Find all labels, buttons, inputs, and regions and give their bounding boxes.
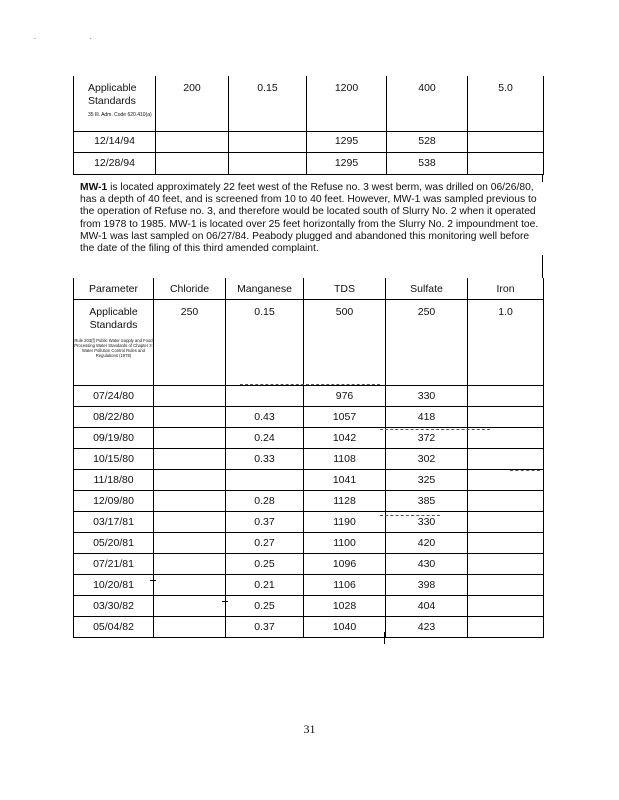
tds-value: 1096 [304,553,386,574]
standard-manganese: 0.15 [229,76,307,131]
sample-date: 03/30/82 [74,595,154,616]
sulfate-value: 398 [386,574,468,595]
chloride-value [154,532,226,553]
sample-date: 07/24/80 [74,385,154,406]
table-row [74,553,544,574]
sample-date: 10/20/81 [74,574,154,595]
iron-value [468,448,544,469]
standard-chloride: 200 [156,76,229,131]
table-row [74,511,544,532]
scan-artifact [380,429,490,430]
table-row [74,469,544,490]
sample-date: 05/20/81 [74,532,154,553]
iron-value [468,406,544,427]
iron-value [468,490,544,511]
table-row [74,616,544,637]
chloride-value [154,406,226,427]
tds-value: 1028 [304,595,386,616]
table-row [74,406,544,427]
mw1-results-table [73,278,544,638]
sulfate-value: 420 [386,532,468,553]
tds-value: 1100 [304,532,386,553]
tds-value: 1041 [304,469,386,490]
sulfate-value: 325 [386,469,468,490]
chloride-value [154,595,226,616]
standard-sulfate: 250 [386,299,468,385]
standard-iron: 1.0 [468,299,544,385]
table-row [74,131,544,152]
iron-value [468,553,544,574]
iron-value [468,616,544,637]
standard-tds: 500 [304,299,386,385]
mw1-text: is located approximately 22 feet west of the Refuse no. 3 west berm, was drilled on 06/26/80, has a depth of 40 feet, and is screened from 10 to 40 feet. However, MW-1 was sampled previous to the operation of Refuse no. 3, and therefore would be located south of Slurry No. 2 when it operated from 1978 to 1985. MW-1 is located over 25 feet horizontally from the Slurry No. 2 impoundment toe. MW-1 was last sampled on 06/27/84. Peabody plugged and abandoned this monitoring well before the date of the filing of this third amended complaint. [80,182,539,255]
iron-value [468,595,544,616]
chloride-value [156,131,229,152]
tds-value: 1295 [307,152,387,174]
manganese-value: 0.37 [226,511,304,532]
sample-date: 07/21/81 [74,553,154,574]
tds-value: 1057 [304,406,386,427]
tds-value: 1106 [304,574,386,595]
manganese-value [226,469,304,490]
well-id: MW-1 [80,182,108,193]
manganese-value [229,131,307,152]
chloride-value [154,448,226,469]
scan-artifact [510,470,540,471]
sample-date: 09/19/80 [74,427,154,448]
sample-date: 08/22/80 [74,406,154,427]
scan-artifact [380,515,440,516]
chloride-value [154,469,226,490]
table-body [74,385,544,637]
manganese-value: 0.27 [226,532,304,553]
sulfate-value: 528 [387,131,468,152]
table-row [74,490,544,511]
chloride-value [154,574,226,595]
tds-value: 1040 [304,616,386,637]
iron-value [468,131,544,152]
manganese-value: 0.37 [226,616,304,637]
standard-chloride: 250 [154,299,226,385]
page-number: 31 [303,722,316,736]
manganese-value: 0.25 [226,595,304,616]
applicable-standards-cell [74,76,156,131]
sulfate-value: 423 [386,616,468,637]
sample-date: 10/15/80 [74,448,154,469]
header-sulfate: Sulfate [386,278,468,299]
header-manganese: Manganese [226,278,304,299]
iron-value [468,574,544,595]
iron-value [468,511,544,532]
tds-value: 976 [304,385,386,406]
applicable-standards-cell [74,299,154,385]
table-row [74,152,544,174]
sample-date: 12/14/94 [74,131,156,152]
chloride-value [154,511,226,532]
scan-artifact [222,601,228,602]
applicable-standards-label: Applicable Standards [88,82,137,107]
tds-value: 1190 [304,511,386,532]
sulfate-value: 430 [386,553,468,574]
manganese-value: 0.43 [226,406,304,427]
chloride-value [154,553,226,574]
table-row [74,595,544,616]
sulfate-value: 330 [386,385,468,406]
standard-sulfate: 400 [387,76,468,131]
table-row [74,448,544,469]
standards-table-upper [73,76,544,175]
sample-date: 11/18/80 [74,469,154,490]
iron-value [468,385,544,406]
iron-value [468,469,544,490]
table-row [74,76,544,131]
sulfate-value: 385 [386,490,468,511]
standard-iron: 5.0 [468,76,544,131]
scan-artifact [150,580,156,581]
chloride-value [154,616,226,637]
manganese-value: 0.33 [226,448,304,469]
tds-value: 1128 [304,490,386,511]
table-row [74,427,544,448]
iron-value [468,427,544,448]
sample-date: 12/28/94 [74,152,156,174]
chloride-value [156,152,229,174]
manganese-value: 0.21 [226,574,304,595]
sulfate-value: 302 [386,448,468,469]
table-row [74,299,544,385]
standard-tds: 1200 [307,76,387,131]
iron-value [468,152,544,174]
sulfate-value: 330 [386,511,468,532]
sulfate-value: 418 [386,406,468,427]
manganese-value: 0.24 [226,427,304,448]
regulation-reference: Rule 203(f) Public Water Supply and Food Processing Water Standards of Chapter 3: Water Pollution Control Rules and Regulations (1978) [74,337,153,358]
table-row [74,532,544,553]
tds-value: 1295 [307,131,387,152]
header-parameter: Parameter [74,278,154,299]
regulation-reference: 35 Ill. Adm. Code 620.410(a) [88,112,152,118]
manganese-value: 0.28 [226,490,304,511]
standard-manganese: 0.15 [226,299,304,385]
mw1-description [80,182,545,255]
chloride-value [154,427,226,448]
chloride-value [154,490,226,511]
sulfate-value: 372 [386,427,468,448]
header-tds: TDS [304,278,386,299]
manganese-value [226,385,304,406]
iron-value [468,532,544,553]
tds-value: 1108 [304,448,386,469]
sulfate-value: 404 [386,595,468,616]
sample-date: 03/17/81 [74,511,154,532]
table-row [74,385,544,406]
table-row [74,574,544,595]
header-chloride: Chloride [154,278,226,299]
applicable-standards-label: Applicable Standards [89,305,138,331]
header-iron: Iron [468,278,544,299]
table-header-row [74,278,544,299]
sample-date: 05/04/82 [74,616,154,637]
scan-artifact [384,632,385,644]
sample-date: 12/09/80 [74,490,154,511]
manganese-value: 0.25 [226,553,304,574]
manganese-value [229,152,307,174]
header-marks: . . [34,34,118,41]
tds-value: 1042 [304,427,386,448]
sulfate-value: 538 [387,152,468,174]
chloride-value [154,385,226,406]
scan-artifact [240,384,380,385]
